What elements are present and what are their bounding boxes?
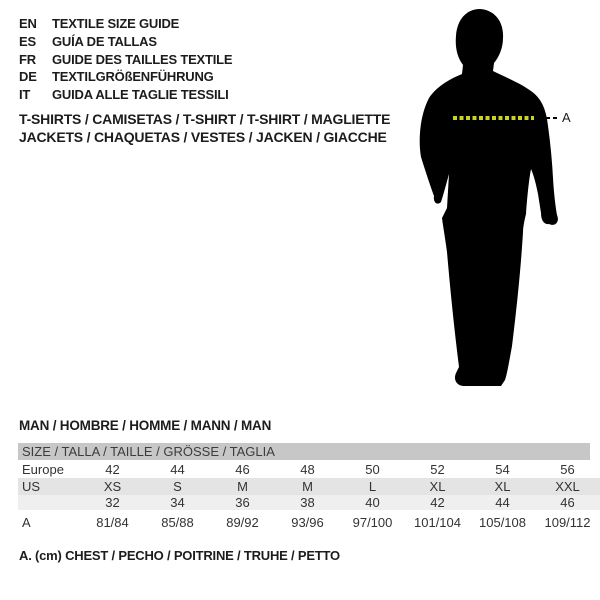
row-label: A	[22, 515, 31, 530]
table-cell: 93/96	[291, 515, 324, 530]
table-cell: 89/92	[226, 515, 259, 530]
language-title: TEXTILGRÖßENFÜHRUNG	[52, 69, 214, 85]
table-cell: 34	[170, 495, 185, 510]
language-code: EN	[19, 16, 37, 32]
table-cell: 42	[430, 495, 445, 510]
table-cell: 81/84	[96, 515, 129, 530]
language-code: IT	[19, 87, 31, 103]
table-cell: 46	[235, 461, 250, 477]
language-code: ES	[19, 34, 36, 50]
table-cell: 85/88	[161, 515, 194, 530]
table-cell: 105/108	[479, 515, 526, 530]
table-cell: 36	[235, 495, 250, 510]
table-cell: 40	[365, 495, 380, 510]
table-cell: XXL	[555, 479, 580, 494]
table-cell: M	[237, 479, 248, 494]
table-cell: L	[368, 479, 377, 494]
table-cell: 44	[495, 495, 510, 510]
table-cell: 56	[560, 461, 575, 477]
measurement-a-label: A	[562, 110, 571, 125]
table-row-chest	[18, 510, 600, 534]
table-cell: 48	[300, 461, 315, 477]
table-cell: 54	[495, 461, 510, 477]
table-cell: M	[302, 479, 313, 494]
table-row-us	[18, 478, 600, 495]
language-title: GUIDE DES TAILLES TEXTILE	[52, 51, 233, 67]
table-row-numeric	[18, 495, 600, 510]
table-cell: 52	[430, 461, 445, 477]
table-cell: 101/104	[414, 515, 461, 530]
measurement-note: A. (cm) CHEST / PECHO / POITRINE / TRUHE / PETTO	[19, 548, 340, 563]
category-tshirts: T-SHIRTS / CAMISETAS / T-SHIRT / T-SHIRT / MAGLIETTE	[19, 111, 391, 127]
table-cell: 109/112	[544, 515, 591, 530]
table-cell: 50	[365, 461, 380, 477]
table-cell: 46	[560, 495, 575, 510]
language-title: GUIDA ALLE TAGLIE TESSILI	[52, 87, 229, 103]
table-cell: 44	[170, 461, 185, 477]
man-silhouette-body	[420, 9, 558, 386]
table-row-europe	[18, 460, 600, 478]
size-table-header: SIZE / TALLA / TAILLE / GRÖSSE / TAGLIA	[18, 443, 590, 460]
table-cell: 32	[105, 495, 120, 510]
language-code: FR	[19, 51, 36, 67]
table-cell: 38	[300, 495, 315, 510]
table-cell: S	[173, 479, 182, 494]
row-label: US	[22, 479, 41, 494]
table-cell: XS	[103, 479, 122, 494]
size-table	[18, 443, 600, 534]
table-cell: 97/100	[352, 515, 393, 530]
language-code: DE	[19, 69, 37, 85]
language-title: TEXTILE SIZE GUIDE	[52, 16, 180, 32]
row-label: Europe	[22, 461, 64, 477]
table-cell: XL	[494, 479, 511, 494]
language-title: GUÍA DE TALLAS	[52, 34, 157, 50]
table-cell: 42	[105, 461, 120, 477]
gender-heading: MAN / HOMBRE / HOMME / MANN / MAN	[19, 418, 272, 433]
table-cell: XL	[429, 479, 446, 494]
category-jackets: JACKETS / CHAQUETAS / VESTES / JACKEN / GIACCHE	[19, 129, 387, 145]
